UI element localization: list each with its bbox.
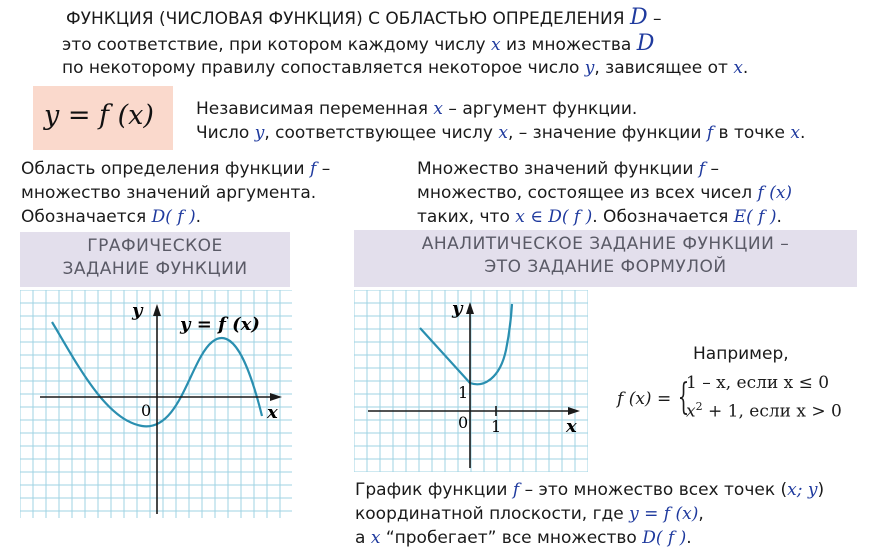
- argument-line-2: Число y, соответствующее числу x, – значение функции f в точке x.: [196, 123, 806, 143]
- definition-line-3: по некоторому правилу сопоставляется некоторое число y, зависящее от x.: [62, 58, 749, 78]
- argument-line-1: Независимая переменная x – аргумент функции.: [196, 99, 638, 119]
- x-axis-arrow: [568, 407, 580, 415]
- banner-analytic: АНАЛИТИЧЕСКОЕ ЗАДАНИЕ ФУНКЦИИ – ЭТО ЗАДАНИЕ ФОРМУЛОЙ: [354, 230, 857, 287]
- banner-graphical: ГРАФИЧЕСКОЕ ЗАДАНИЕ ФУНКЦИИ: [20, 232, 290, 287]
- origin-label: 0: [458, 413, 469, 432]
- grid: [354, 290, 588, 472]
- definition-line-1: ФУНКЦИЯ (ЧИСЛОВАЯ ФУНКЦИЯ) С ОБЛАСТЬЮ ОПРЕДЕЛЕНИЯ D –: [66, 5, 662, 30]
- range-line-2: множество, состоящее из всех чисел f (x): [417, 183, 793, 203]
- example-case-2: $x^2 + 1$, если x > 0: [686, 400, 842, 422]
- curve-label: y = f (x): [180, 314, 260, 335]
- example-case-1: 1 – x, если x ≤ 0: [686, 373, 830, 393]
- y-axis-label: y: [452, 298, 463, 319]
- graph-general-function: [20, 290, 292, 518]
- y-axis-label: y: [132, 300, 143, 321]
- domain-line-2: множество значений аргумента.: [21, 183, 317, 203]
- y-axis-arrow: [153, 304, 161, 316]
- range-line-1: Множество значений функции f –: [417, 159, 719, 179]
- graph-def-line-1: График функции f – это множество всех точек (x; y): [355, 480, 825, 500]
- domain-line-1: Область определения функции f –: [21, 159, 331, 179]
- graph-def-line-2: координатной плоскости, где y = f (x),: [355, 504, 704, 524]
- graph-piecewise-function: [354, 290, 588, 472]
- x-tick-label: 1: [491, 417, 502, 436]
- y-axis-arrow: [466, 302, 474, 314]
- x-axis-label: x: [566, 416, 577, 437]
- range-line-3: таких, что x ∈ D( f ). Обозначается E( f ).: [417, 207, 782, 227]
- x-axis-label: x: [267, 402, 278, 423]
- graph-def-line-3: а x “пробегает” все множество D( f ).: [355, 528, 692, 548]
- definition-line-2: это соответствие, при котором каждому числу x из множества D: [62, 31, 655, 56]
- y-tick-label: 1: [458, 383, 469, 402]
- domain-line-3: Обозначается D( f ).: [21, 207, 202, 227]
- left-brace: {: [677, 377, 690, 418]
- example-lhs: f (x) =: [617, 389, 672, 409]
- function-formula: y = f (x): [44, 100, 154, 131]
- origin-label: 0: [141, 401, 152, 420]
- example-label: Например,: [693, 344, 789, 364]
